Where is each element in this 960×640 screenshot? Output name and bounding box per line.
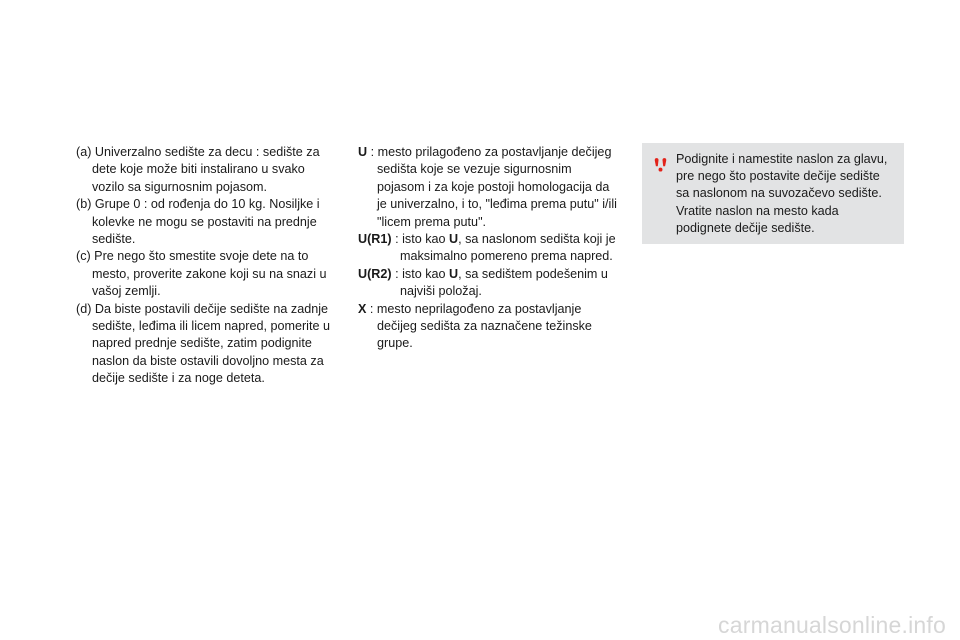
definition-term: U(R2) (358, 266, 392, 281)
watermark-text: carmanualsonline.info (718, 611, 946, 638)
definition-text: mesto neprilagođeno za postavljanje dečijeg sedišta za naznačene težinske grupe. (376, 301, 592, 351)
warning-exclamation-icon (652, 156, 669, 173)
definition-term-ref: U (449, 232, 459, 247)
definition-separator: : (366, 301, 377, 316)
definition-text: , sa naslonom sedišta koji je maksimalno pomereno prema napred. (400, 232, 616, 264)
definition-separator: : (391, 232, 403, 247)
definition-term-ref: U (449, 266, 459, 281)
definition-separator: : (367, 145, 378, 159)
warning-box (642, 143, 904, 244)
note-c: (c) Pre nego što smestite svoje dete na to mesto, proverite zakone koji su na snazi u vašoj zemlji. (76, 249, 327, 299)
definition-term: X (358, 301, 367, 316)
right-column (358, 144, 620, 353)
warning-text: Podignite i namestite naslon za glavu, pre nego što postavite dečije sedište sa naslonom na suvozačevo sedište. Vratite naslon na mesto kada podignete dečije sedište. (676, 152, 888, 235)
definition-u-r2 (358, 266, 620, 301)
definition-u-r1 (358, 231, 620, 266)
note-d: (d) Da biste postavili dečije sedište na zadnje sedište, leđima ili licem napred, pomerite u napred prednje sedište, zatim podignite naslon da biste ostavili dovoljno mesta za dečije sedište i za noge deteta. (76, 301, 330, 386)
definition-u (358, 144, 620, 231)
definition-separator: : (391, 266, 403, 281)
note-b: (b) Grupe 0 : od rođenja do 10 kg. Nosiljke i kolevke ne mogu se postaviti na prednje sedište. (76, 197, 320, 247)
definition-term: U (358, 145, 368, 159)
definition-text: isto kao (402, 266, 449, 281)
definition-x (358, 301, 620, 353)
definition-term: U(R1) (358, 232, 392, 247)
note-a: (a) Univerzalno sedište za decu : sedište za dete koje može biti instalirano u svako vozilo sa sigurnosnim pojasom. (76, 145, 320, 194)
left-column (76, 144, 338, 388)
definition-text: mesto prilagođeno za postavljanje dečijeg sedišta koje se vezuje sigurnosnim pojasom i za koje postoji homologacija da je univerzalno, i to, "leđima prema putu" i/ili "licem prema putu". (377, 145, 617, 229)
definition-text: , sa sedištem podešenim u najviši položaj. (400, 266, 608, 299)
definition-text: isto kao (402, 232, 449, 247)
